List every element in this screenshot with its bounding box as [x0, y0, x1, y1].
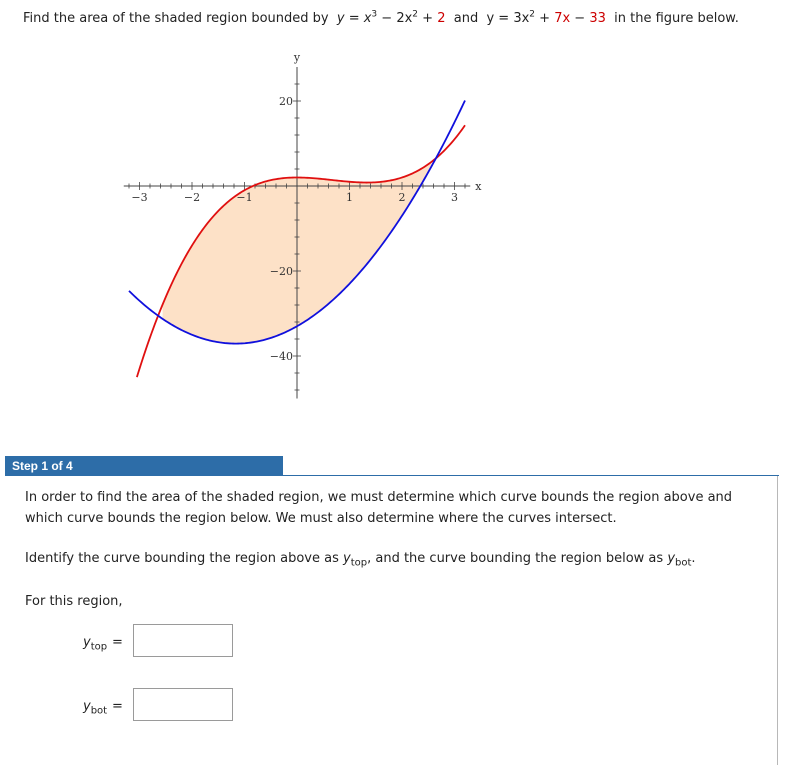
ytop-label-var: y [83, 635, 91, 650]
eq1-exp2: 2 [412, 9, 419, 20]
eq1-lhs: y = x [336, 11, 372, 26]
x-tick-label: 3 [451, 191, 458, 204]
step-header [5, 456, 283, 476]
ybot-label [83, 699, 108, 717]
step-border [777, 476, 778, 765]
eq2-7x: 7x [554, 11, 571, 26]
eq2-exp2: 2 [529, 9, 536, 20]
x-axis-label: x [475, 180, 482, 193]
step-label: Step 1 of 4 [12, 459, 73, 473]
question-and: and [453, 11, 479, 26]
ybot-equals: = [112, 699, 123, 714]
eq1-const: 2 [437, 11, 446, 26]
para2-end: . [691, 551, 696, 566]
step-paragraph-2 [25, 548, 765, 569]
ybot-inline-sub: bot [675, 557, 692, 569]
step-paragraph-1: In order to find the area of the shaded region, we must determine which curve bounds the region above and which curve bounds the region below. We must also determine where the curves intersect. [25, 490, 733, 526]
ybot-inline-var: y [667, 551, 676, 566]
question-prefix: Find the area of the shaded region bounded by [23, 11, 329, 26]
for-region-label: For this region, [25, 594, 123, 609]
eq1-term2: − 2x [377, 11, 413, 26]
question-suffix: in the figure below. [614, 11, 739, 26]
para2-mid: , and the curve bounding the region below as [367, 551, 664, 566]
y-axis-label: y [293, 51, 301, 64]
eq1-plus: + [418, 11, 438, 26]
x-tick-label: −3 [131, 191, 148, 204]
y-tick-label: 20 [279, 95, 293, 108]
eq1-exp3: 3 [371, 9, 378, 20]
ytop-label-sub: top [90, 641, 108, 653]
x-tick-label: −2 [183, 191, 201, 204]
ytop-inline-var: y [343, 551, 351, 566]
eq2-const: 33 [589, 11, 606, 26]
ytop-label [83, 635, 108, 653]
x-tick-label: −1 [236, 191, 253, 204]
eq2-plus: + [535, 11, 555, 26]
ybot-label-sub: bot [90, 705, 108, 717]
y-tick-label: −40 [269, 350, 293, 363]
x-tick-label: 1 [346, 191, 353, 204]
para2-start: Identify the curve bounding the region above as [25, 551, 339, 566]
ytop-input[interactable] [133, 624, 233, 657]
eq2-lhs: y = 3x [486, 11, 530, 26]
y-tick-label: −20 [269, 265, 293, 278]
eq2-minus: − [570, 11, 590, 26]
ytop-equals: = [112, 635, 123, 650]
ytop-inline-sub: top [350, 557, 368, 569]
ybot-input[interactable] [133, 688, 233, 721]
step-divider [5, 475, 779, 476]
ybot-label-var: y [83, 699, 91, 714]
x-tick-label: 2 [398, 191, 406, 204]
